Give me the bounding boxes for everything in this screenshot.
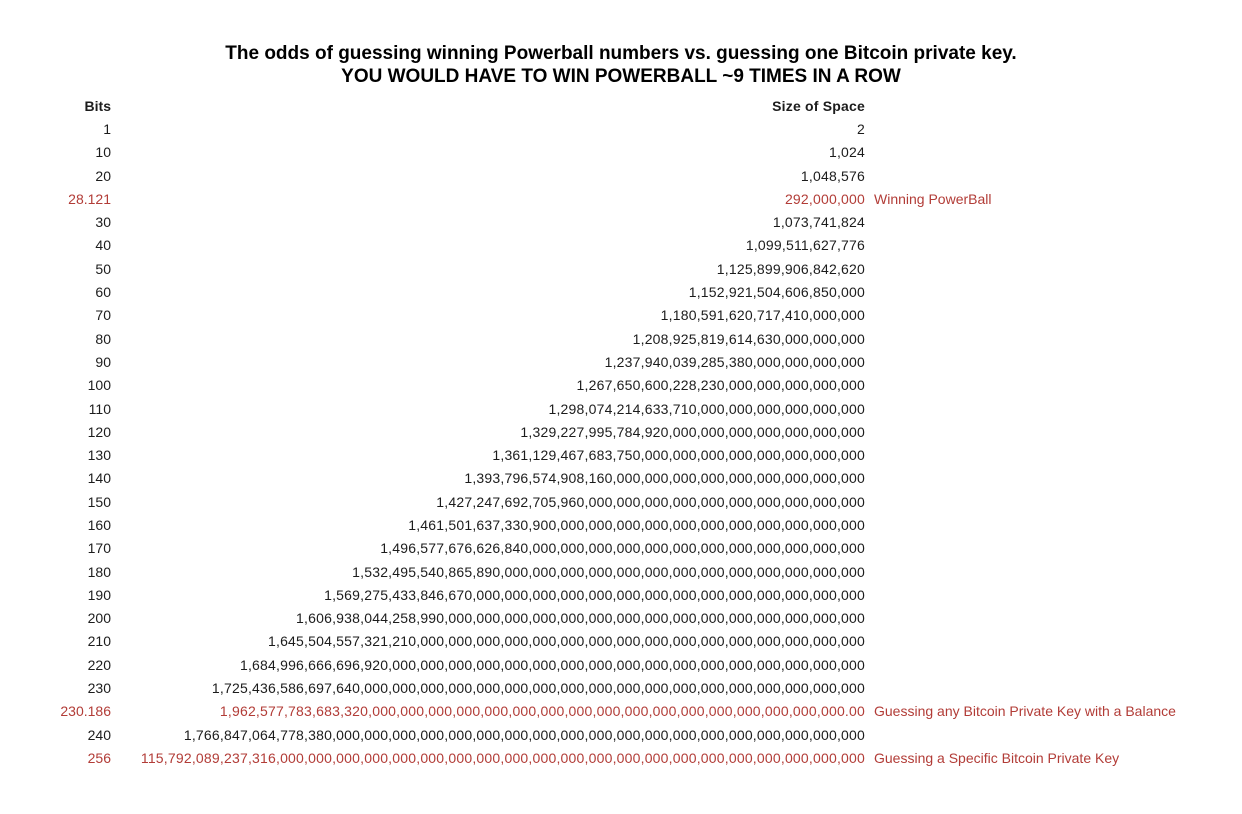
bits-cell: 130 bbox=[87, 447, 111, 464]
size-of-space-cell: 1,048,576 bbox=[800, 167, 865, 184]
size-of-space-cell: 1,152,921,504,606,850,000 bbox=[688, 284, 865, 301]
bits-cell: 230.186 bbox=[60, 703, 111, 720]
size-of-space-cell: 1,427,247,692,705,960,000,000,000,000,000,000,000,000,000,000 bbox=[436, 493, 865, 510]
size-of-space-cell: 115,792,089,237,316,000,000,000,000,000,000,000,000,000,000,000,000,000,000,000,000,000,000,000,000,000 bbox=[140, 749, 865, 766]
size-of-space-cell: 1,208,925,819,614,630,000,000,000 bbox=[632, 330, 865, 347]
bits-cell: 160 bbox=[87, 516, 111, 533]
table-row bbox=[0, 560, 1242, 583]
size-of-space-cell: 1,766,847,064,778,380,000,000,000,000,000,000,000,000,000,000,000,000,000,000,000,000,000,000,000 bbox=[183, 726, 865, 743]
size-of-space-cell: 1,684,996,666,696,920,000,000,000,000,000,000,000,000,000,000,000,000,000,000,000,000,000 bbox=[239, 656, 865, 673]
table-row bbox=[0, 490, 1242, 513]
bits-cell: 256 bbox=[87, 749, 111, 766]
table-row bbox=[0, 607, 1242, 630]
size-of-space-cell: 1,125,899,906,842,620 bbox=[716, 260, 865, 277]
table-row bbox=[0, 653, 1242, 676]
bits-cell: 10 bbox=[95, 144, 111, 161]
bits-cell: 50 bbox=[95, 260, 111, 277]
bits-cell: 80 bbox=[95, 330, 111, 347]
size-of-space-cell: 1,962,577,783,683,320,000,000,000,000,000,000,000,000,000,000,000,000,000,000,000,000,000.00 bbox=[219, 703, 865, 720]
size-of-space-cell: 1,298,074,214,633,710,000,000,000,000,000,000 bbox=[548, 400, 865, 417]
bits-cell: 150 bbox=[87, 493, 111, 510]
table-header-row bbox=[0, 94, 1242, 117]
table-row bbox=[0, 350, 1242, 373]
bits-cell: 170 bbox=[87, 540, 111, 557]
bits-cell: 60 bbox=[95, 284, 111, 301]
page-title: The odds of guessing winning Powerball numbers vs. guessing one Bitcoin private key. bbox=[225, 43, 1017, 64]
bits-cell: 30 bbox=[95, 214, 111, 231]
size-of-space-cell: 1,569,275,433,846,670,000,000,000,000,000,000,000,000,000,000,000,000,000,000 bbox=[324, 586, 865, 603]
table-row bbox=[0, 513, 1242, 536]
table-row bbox=[0, 327, 1242, 350]
table-row bbox=[0, 630, 1242, 653]
size-of-space-cell: 1,361,129,467,683,750,000,000,000,000,000,000,000,000 bbox=[492, 447, 865, 464]
size-of-space-cell: 1,267,650,600,228,230,000,000,000,000,000 bbox=[576, 377, 865, 394]
bits-cell: 200 bbox=[87, 610, 111, 627]
table-row bbox=[0, 187, 1242, 210]
bits-cell: 180 bbox=[87, 563, 111, 580]
bits-cell: 20 bbox=[95, 167, 111, 184]
table-row bbox=[0, 676, 1242, 699]
size-of-space-cell: 1,725,436,586,697,640,000,000,000,000,000,000,000,000,000,000,000,000,000,000,000,000,000,000 bbox=[211, 680, 865, 697]
size-of-space-cell: 1,393,796,574,908,160,000,000,000,000,000,000,000,000,000 bbox=[464, 470, 865, 487]
table-row bbox=[0, 397, 1242, 420]
bits-cell: 40 bbox=[95, 237, 111, 254]
column-header-size-of-space: Size of Space bbox=[772, 97, 865, 114]
bits-cell: 1 bbox=[103, 120, 111, 137]
table-row bbox=[0, 257, 1242, 280]
table-row bbox=[0, 746, 1242, 769]
table-row bbox=[0, 583, 1242, 606]
table-row bbox=[0, 164, 1242, 187]
bits-cell: 140 bbox=[87, 470, 111, 487]
size-of-space-cell: 1,024 bbox=[828, 144, 865, 161]
size-of-space-cell: 1,496,577,676,626,840,000,000,000,000,000,000,000,000,000,000,000,000 bbox=[380, 540, 865, 557]
size-of-space-cell: 1,606,938,044,258,990,000,000,000,000,000,000,000,000,000,000,000,000,000,000,000 bbox=[296, 610, 865, 627]
size-of-space-cell: 1,180,591,620,717,410,000,000 bbox=[660, 307, 865, 324]
table-row bbox=[0, 537, 1242, 560]
size-of-space-cell: 1,461,501,637,330,900,000,000,000,000,000,000,000,000,000,000,000 bbox=[408, 516, 865, 533]
table-row bbox=[0, 443, 1242, 466]
bits-cell: 100 bbox=[87, 377, 111, 394]
bits-cell: 90 bbox=[95, 353, 111, 370]
table-row bbox=[0, 304, 1242, 327]
table-row bbox=[0, 234, 1242, 257]
size-of-space-cell: 1,645,504,557,321,210,000,000,000,000,000,000,000,000,000,000,000,000,000,000,000,000 bbox=[268, 633, 865, 650]
bits-cell: 210 bbox=[87, 633, 111, 650]
table-row bbox=[0, 420, 1242, 443]
size-of-space-table bbox=[0, 94, 1242, 770]
row-annotation: Guessing any Bitcoin Private Key with a Balance bbox=[874, 703, 1176, 720]
size-of-space-cell: 1,073,741,824 bbox=[772, 214, 865, 231]
bits-cell: 220 bbox=[87, 656, 111, 673]
table-row bbox=[0, 374, 1242, 397]
size-of-space-cell: 292,000,000 bbox=[784, 190, 865, 207]
table-row bbox=[0, 210, 1242, 233]
row-annotation: Winning PowerBall bbox=[874, 190, 992, 207]
size-of-space-cell: 1,532,495,540,865,890,000,000,000,000,000,000,000,000,000,000,000,000,000 bbox=[352, 563, 865, 580]
table-row bbox=[0, 700, 1242, 723]
bits-cell: 28.121 bbox=[68, 190, 111, 207]
row-annotation: Guessing a Specific Bitcoin Private Key bbox=[874, 749, 1120, 766]
table-body bbox=[0, 117, 1242, 769]
bits-cell: 70 bbox=[95, 307, 111, 324]
size-of-space-cell: 1,237,940,039,285,380,000,000,000,000 bbox=[604, 353, 865, 370]
bits-cell: 230 bbox=[87, 680, 111, 697]
size-of-space-cell: 1,329,227,995,784,920,000,000,000,000,000,000,000 bbox=[520, 423, 865, 440]
table-row bbox=[0, 141, 1242, 164]
bits-cell: 120 bbox=[87, 423, 111, 440]
page-subtitle: YOU WOULD HAVE TO WIN POWERBALL ~9 TIMES IN A ROW bbox=[341, 66, 901, 87]
title-block bbox=[0, 0, 1242, 88]
size-of-space-cell: 1,099,511,627,776 bbox=[745, 237, 865, 254]
bits-cell: 240 bbox=[87, 726, 111, 743]
table-row bbox=[0, 467, 1242, 490]
column-header-bits: Bits bbox=[84, 97, 111, 114]
table-row bbox=[0, 280, 1242, 303]
bits-cell: 110 bbox=[88, 400, 111, 417]
table-row bbox=[0, 117, 1242, 140]
bits-cell: 190 bbox=[87, 586, 111, 603]
size-of-space-cell: 2 bbox=[857, 120, 865, 137]
table-row bbox=[0, 723, 1242, 746]
